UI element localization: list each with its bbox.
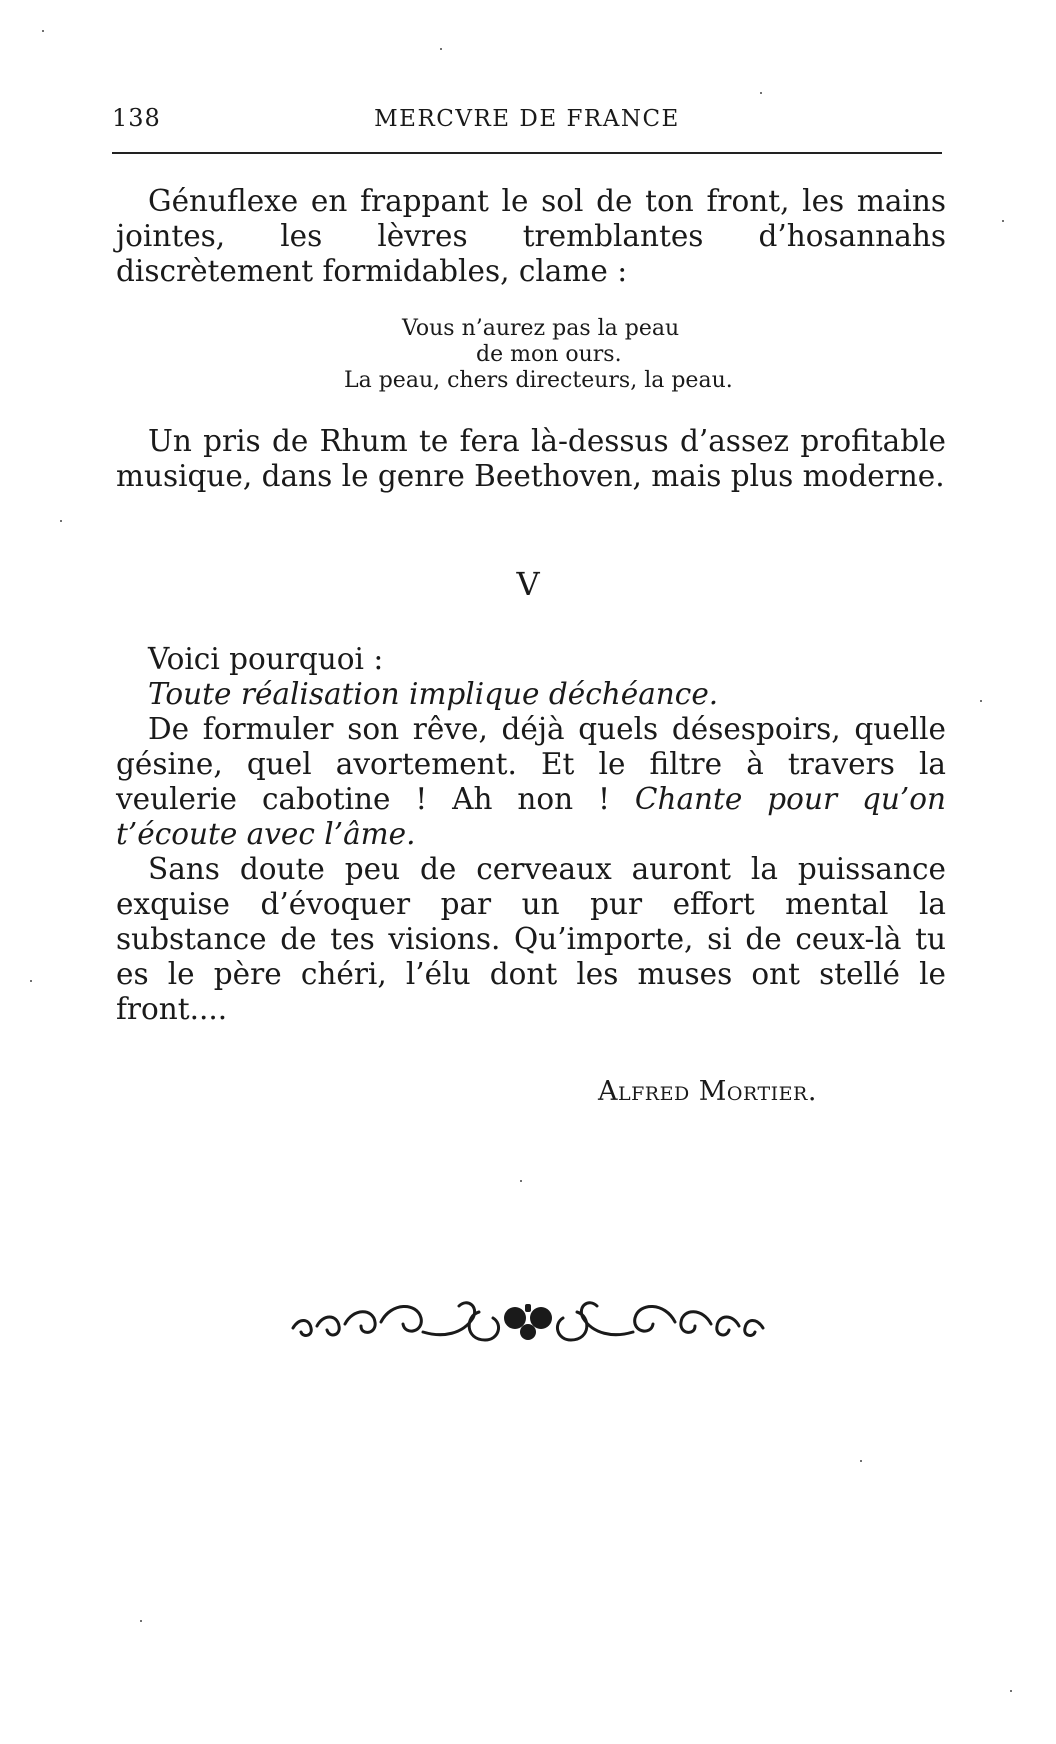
- section-line-italic: Toute réalisation implique déchéance.: [148, 677, 719, 711]
- paragraph-genuflexe: [116, 184, 946, 289]
- paragraph-sans-doute: Sans doute peu de cerveaux auront la puissance exquise d’évoquer par un pur effort mental la substance de tes visions. Qu’importe, si de ceux-là tu es le père chéri, l’élu dont les muses ont stellé le front....: [116, 852, 946, 1026]
- scan-speck: [760, 92, 762, 94]
- verse-line: La peau, chers directeurs, la peau.: [344, 368, 733, 393]
- verse-block: [330, 316, 850, 394]
- section-heading: V: [516, 565, 540, 603]
- scan-speck: [860, 1460, 862, 1462]
- scan-speck: [140, 1620, 142, 1622]
- scan-speck: [60, 520, 62, 522]
- verse-line: de mon ours.: [476, 342, 622, 367]
- verse-line: Vous n’aurez pas la peau: [402, 316, 680, 341]
- paragraph-formuler: [116, 712, 946, 852]
- paragraph-text: De formuler son rêve, déjà quels désespoirs, quelle gésine, quel avortement. Et le filtre à travers la veulerie cabotine ! Ah non !: [116, 712, 946, 816]
- scan-speck: [440, 48, 442, 50]
- paragraph-text: Un pris de Rhum te fera là-dessus d’assez profitable musique, dans le genre Beethoven, mais plus moderne.: [116, 424, 946, 493]
- author-signature: Alfred Mortier.: [598, 1076, 817, 1107]
- page-header: [112, 104, 942, 140]
- scan-speck: [42, 30, 44, 32]
- paragraph-text: Génuflexe en frappant le sol de ton front, les mains jointes, les lèvres tremblantes d’hosannahs discrètement formidables, clame :: [116, 184, 946, 288]
- section-v-body: [116, 642, 946, 1027]
- running-title: MERCVRE DE FRANCE: [374, 106, 680, 132]
- paragraph-rhum: [116, 424, 946, 494]
- scan-speck: [30, 980, 32, 982]
- ornament-icon: [283, 1292, 773, 1352]
- italic-phrase: Chante pour qu’on t’écoute avec l’âme.: [116, 782, 946, 851]
- scan-speck: [520, 1180, 522, 1182]
- scan-speck: [1002, 220, 1004, 222]
- scan-speck: [1010, 1690, 1012, 1692]
- scan-speck: [980, 700, 982, 702]
- section-line: Voici pourquoi :: [148, 642, 384, 676]
- page-number: 138: [112, 104, 161, 132]
- header-rule: [112, 152, 942, 154]
